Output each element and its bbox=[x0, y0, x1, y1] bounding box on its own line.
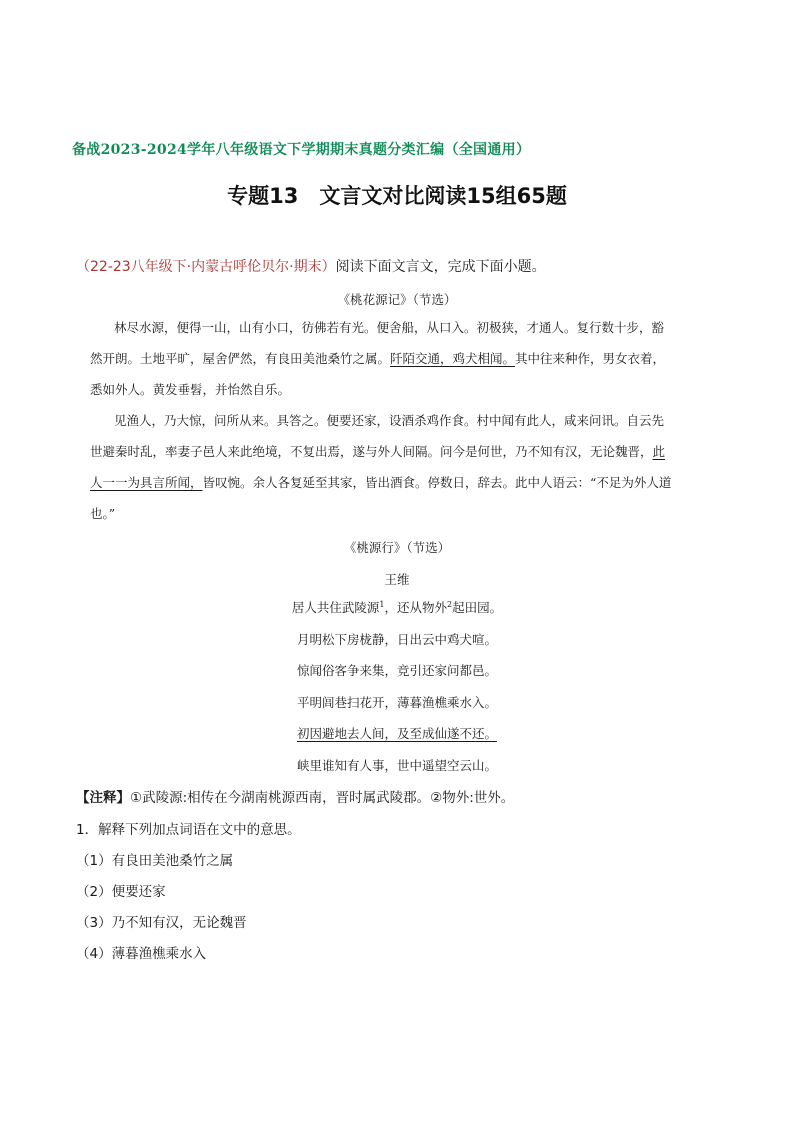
underlined-phrase: 人一一为具言所闻， bbox=[90, 475, 203, 490]
poem-line: 居人共住武陵源$^1$，还从物外$^2$起田园。 bbox=[291, 599, 503, 615]
question-source: （22-23八年级下·内蒙古呼伦贝尔·期末） bbox=[76, 259, 336, 275]
poem-line: 平明闾巷扫花开，薄暮渔樵乘水入。 bbox=[296, 694, 497, 710]
passage2-title: 《桃源行》（节选） bbox=[343, 540, 451, 555]
question-instruction: 阅读下面文言文，完成下面小题。 bbox=[335, 259, 546, 275]
passage2-author: 王维 bbox=[384, 572, 410, 587]
notes-text: ①武陵源:相传在今湖南桃源西南，晋时属武陵郡。②物外:世外。 bbox=[130, 790, 515, 806]
underlined-phrase: 初因避地去人间，及至成仙遂不还。 bbox=[296, 726, 497, 741]
passage1-line: 悉如外人。黄发垂髫，并怡然自乐。 bbox=[90, 382, 291, 397]
question-intro bbox=[76, 256, 546, 276]
poem-line: 峡里谁知有人事，世中遥望空云山。 bbox=[296, 757, 497, 773]
passage2-poem bbox=[0, 598, 794, 787]
poem-line: 惊闻俗客争来集，竞引还家问都邑。 bbox=[296, 663, 497, 678]
passage1-line: 也。” bbox=[90, 506, 116, 521]
poem-line: 月明松下房栊静，日出云中鸡犬喧。 bbox=[296, 631, 497, 647]
underlined-phrase: 阡陌交通，鸡犬相闻。 bbox=[390, 351, 516, 366]
notes-label: 【注释】 bbox=[76, 790, 130, 806]
task-item: （2）便要还家 bbox=[76, 884, 166, 900]
notes bbox=[76, 786, 514, 806]
passage1-body bbox=[90, 312, 722, 529]
task-item: （1）有良田美池桑竹之属 bbox=[76, 853, 234, 869]
task-item: （3）乃不知有汉，无论魏晋 bbox=[76, 915, 247, 931]
passage1-line: 林尽水源，便得一山，山有小口，彷佛若有光。便舍船，从口入。初极狭，才通人。复行数十步，豁 bbox=[114, 320, 665, 335]
passage1-line: 世避秦时乱，率妻子邑人来此绝境，不复出焉，遂与外人间隔。问今是何世，乃不知有汉，无论魏晋，此 bbox=[90, 444, 666, 459]
passage1-title: 《桃花源记》（节选） bbox=[337, 292, 457, 307]
series-title: 备战2023-2024学年八年级语文下学期期末真题分类汇编（全国通用） bbox=[72, 142, 531, 158]
poem-line bbox=[0, 724, 794, 756]
footnote-marker: 2 bbox=[447, 599, 453, 609]
passage1-line: 人一一为具言所闻，皆叹惋。余人各复延至其家，皆出酒食。停数日，辞去。此中人语云：“不足为外人道 bbox=[90, 475, 672, 490]
passage1-line: 见渔人，乃大惊，问所从来。具答之。便要还家，设酒杀鸡作食。村中闻有此人，咸来问讯。自云先 bbox=[114, 413, 665, 428]
underlined-phrase: 此 bbox=[652, 444, 666, 459]
task-prompt: 1．解释下列加点词语在文中的意思。 bbox=[76, 822, 301, 838]
topic-title: 专题13 文言文对比阅读15组65题 bbox=[227, 184, 567, 208]
passage1-line: 然开朗。土地平旷，屋舍俨然，有良田美池桑竹之属。阡陌交通，鸡犬相闻。其中往来种作，男女衣着， bbox=[90, 351, 666, 366]
task-item: （4）薄暮渔樵乘水入 bbox=[76, 946, 207, 962]
footnote-marker: 1 bbox=[379, 599, 385, 609]
